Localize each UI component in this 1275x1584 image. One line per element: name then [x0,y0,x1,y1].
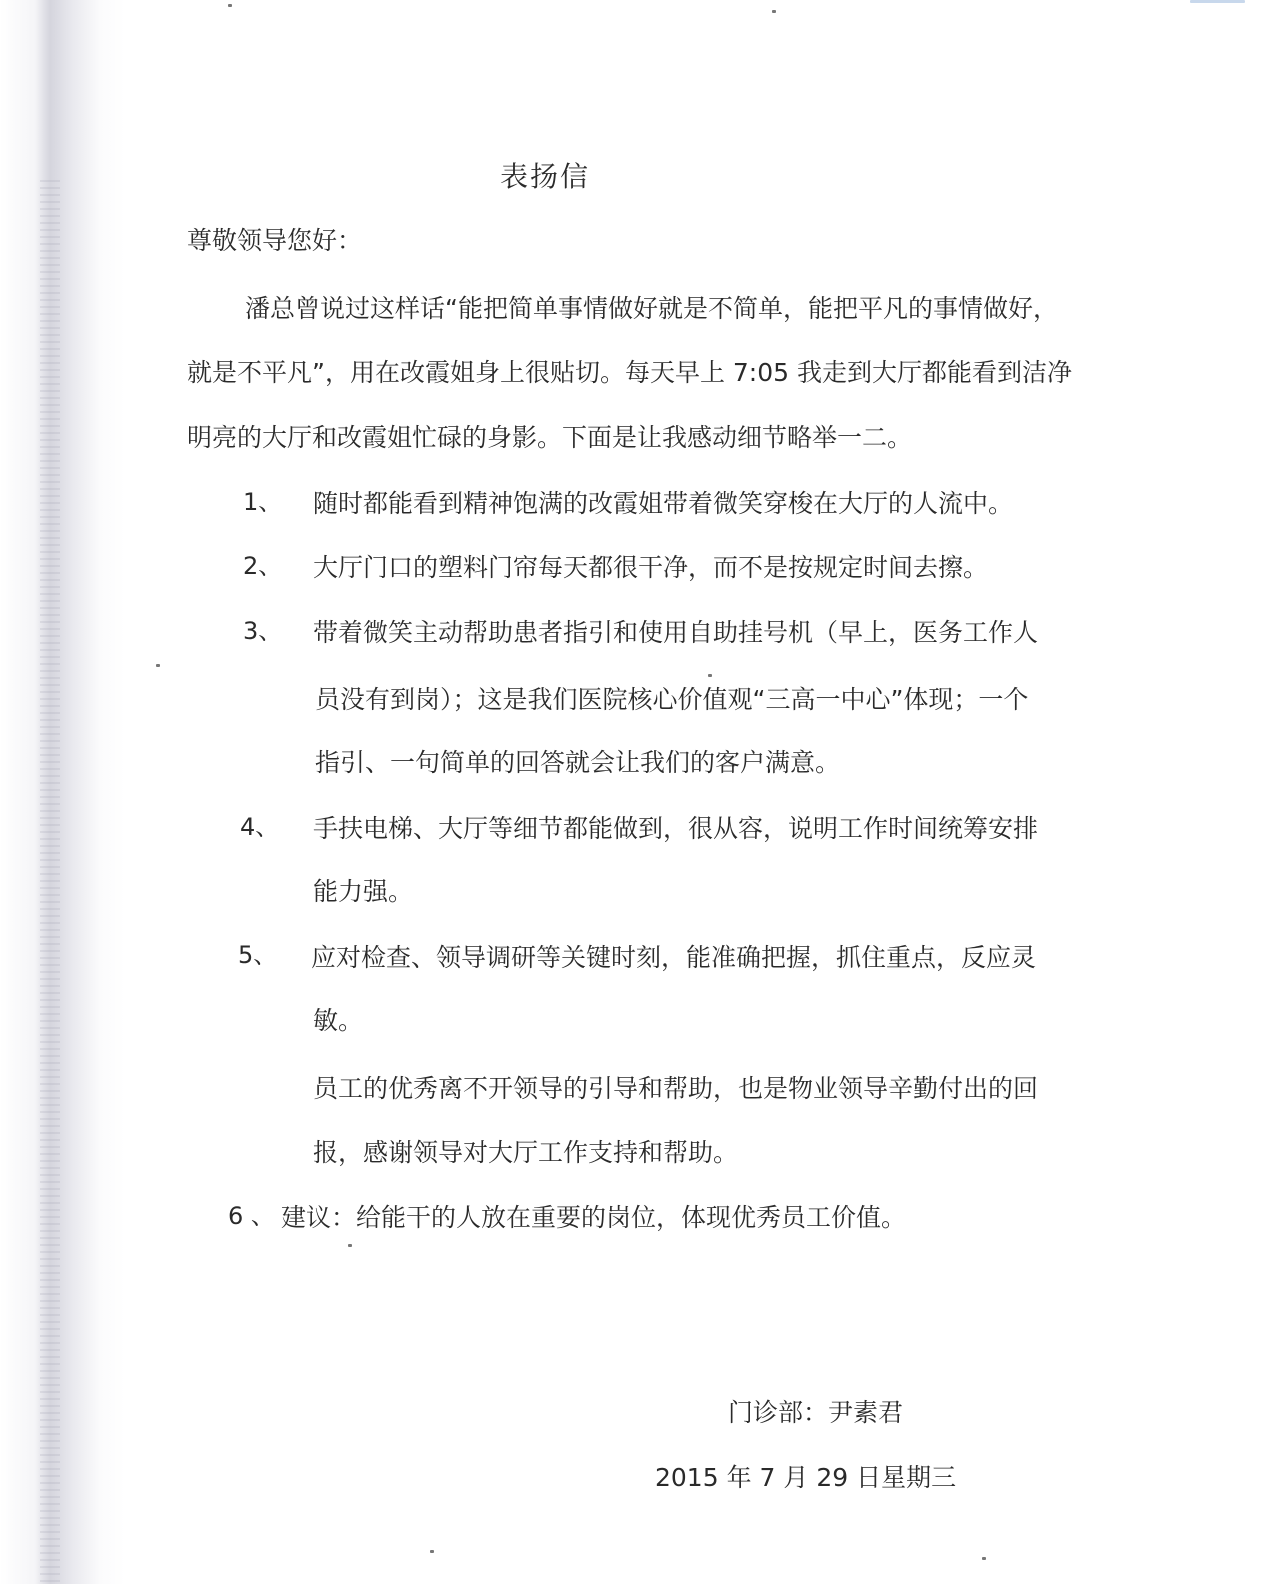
scan-speck [156,664,160,667]
item-text: 带着微笑主动帮助患者指引和使用自助挂号机（早上，医务工作人 [313,618,1039,647]
salutation: 尊敬领导您好： [187,226,363,255]
scan-shadow-edge [0,0,125,1584]
intro-line: 明亮的大厅和改霞姐忙碌的身影。下面是让我感动细节略举一二。 [187,423,913,452]
item-number: 5、 [238,941,278,969]
signature: 门诊部：尹素君 [728,1398,904,1427]
scan-speck [430,1550,434,1553]
item-text: 敏。 [313,1006,364,1035]
item-text: 随时都能看到精神饱满的改霞姐带着微笑穿梭在大厅的人流中。 [313,489,1014,518]
item-number: 3、 [243,617,283,645]
closing-line: 报，感谢领导对大厅工作支持和帮助。 [313,1138,739,1167]
letter-date: 2015 年 7 月 29 日星期三 [655,1463,957,1492]
suggestion-text: 建议：给能干的人放在重要的岗位，体现优秀员工价值。 [281,1203,907,1232]
scan-speck [1190,0,1245,3]
scan-speck [982,1557,986,1560]
item-number: 2、 [243,552,283,580]
item-text: 大厅门口的塑料门帘每天都很干净，而不是按规定时间去擦。 [313,553,989,582]
item-number: 4、 [240,813,280,841]
scan-speck [708,674,712,677]
intro-line: 就是不平凡”，用在改霞姐身上很贴切。每天早上 7:05 我走到大厅都能看到洁净 [187,358,1072,387]
item-text: 指引、一句简单的回答就会让我们的客户满意。 [315,748,841,777]
intro-line: 潘总曾说过这样话“能把简单事情做好就是不简单，能把平凡的事情做好， [245,294,1058,323]
item-text: 手扶电梯、大厅等细节都能做到，很从容，说明工作时间统筹安排 [313,814,1039,843]
closing-line: 员工的优秀离不开领导的引导和帮助，也是物业领导辛勤付出的回 [313,1074,1039,1103]
letter-title: 表扬信 [500,160,591,193]
scan-speck [228,4,232,7]
item-text: 员没有到岗）；这是我们医院核心价值观“三高一中心”体现；一个 [315,685,1029,714]
item-number: 1、 [243,488,283,516]
scan-speck [772,10,776,13]
scan-speck [348,1244,352,1247]
item-text: 应对检查、领导调研等关键时刻，能准确把握，抓住重点，反应灵 [311,943,1037,972]
suggestion-number: 6 、 [228,1202,275,1230]
item-text: 能力强。 [313,877,414,906]
